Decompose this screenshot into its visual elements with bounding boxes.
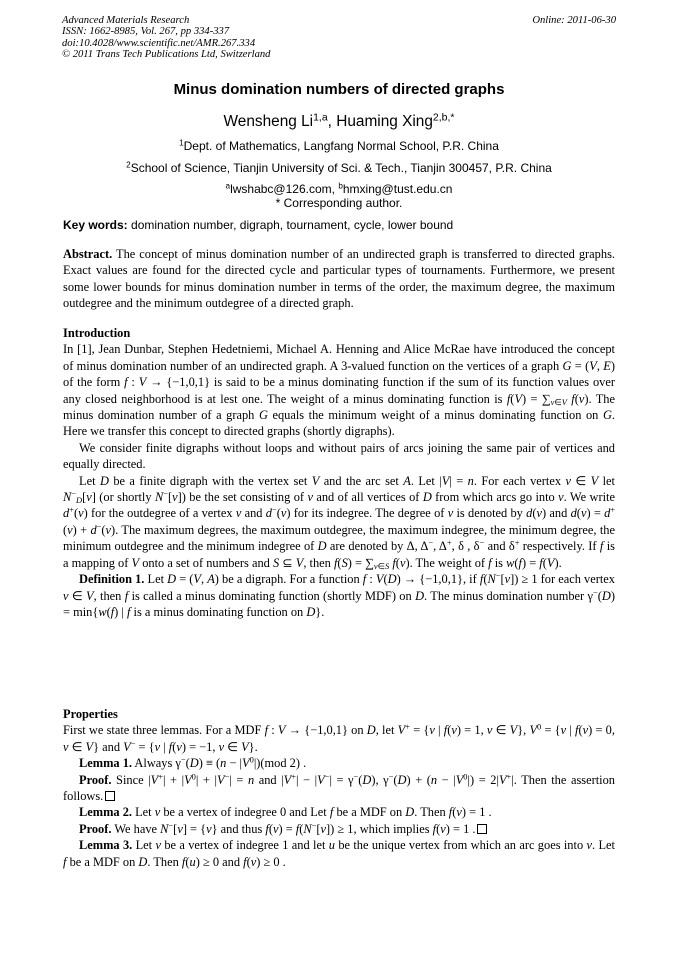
definition-label: Definition 1.	[79, 572, 145, 587]
text-run: onto a set of numbers and	[142, 555, 270, 570]
math-symbol: v	[176, 739, 182, 754]
text-run: and the arc set	[323, 473, 399, 488]
math-symbol: d	[570, 506, 577, 521]
text-run: , then	[93, 588, 122, 603]
math-symbol: v	[272, 821, 279, 836]
math-symbol: v	[456, 805, 462, 820]
math-symbol: f	[362, 572, 367, 587]
text-run: be the unique vertex from which an arc goes into	[338, 838, 584, 853]
math-symbol: v	[451, 723, 457, 738]
math-symbol: −	[180, 754, 186, 765]
math-symbol: v∈V	[550, 396, 567, 407]
text-run: be a MDF on	[69, 854, 136, 869]
math-symbol: 0	[463, 771, 468, 781]
text-run: and	[549, 506, 568, 521]
math-symbol: G	[602, 408, 612, 423]
math-symbol: f	[124, 588, 129, 603]
math-symbol: D	[366, 723, 376, 738]
math-symbol: f	[329, 805, 334, 820]
math-symbol: f	[539, 555, 543, 570]
math-symbol: n	[430, 772, 438, 787]
text-run: be a MDF on	[336, 805, 403, 820]
math-symbol: N	[487, 572, 496, 587]
math-symbol: u	[189, 854, 196, 869]
math-symbol: v	[86, 490, 92, 505]
math-symbol: V	[589, 358, 597, 373]
affiliation-text: Dept. of Mathematics, Langfang Normal School, P.R. China	[183, 139, 499, 153]
math-symbol: +	[69, 504, 74, 515]
math-symbol: v	[558, 490, 564, 505]
affiliation-1	[0, 139, 678, 153]
math-symbol: D	[76, 495, 83, 506]
math-symbol: n	[247, 772, 255, 787]
math-symbol: 0	[537, 721, 542, 732]
text-run: from which arcs go into	[435, 490, 555, 505]
text-run: is denoted by	[456, 506, 523, 521]
text-run: . The weight of	[409, 555, 486, 570]
math-symbol: D	[422, 490, 432, 505]
math-symbol: N	[303, 821, 312, 836]
math-symbol: V	[295, 555, 304, 570]
math-symbol: −	[168, 820, 174, 831]
text-run: . The minus domination number of a graph	[63, 391, 615, 423]
math-symbol: V	[86, 588, 94, 603]
math-symbol: −	[428, 537, 434, 548]
math-symbol: n	[220, 756, 227, 771]
math-symbol: v	[280, 506, 287, 521]
text-run: for its indegree. The degree of	[293, 506, 445, 521]
text-run: Let	[147, 572, 165, 587]
journal-header	[62, 15, 270, 61]
math-symbol: V	[317, 772, 325, 787]
math-symbol: f	[392, 555, 396, 570]
math-symbol: G	[562, 358, 572, 373]
math-symbol: V	[311, 473, 320, 488]
text-run: . Let	[592, 838, 615, 853]
math-symbol: V	[184, 772, 192, 787]
text-run: . Then	[414, 805, 446, 820]
math-symbol: v	[578, 391, 585, 406]
math-symbol: v	[429, 723, 435, 738]
math-symbol: f	[506, 391, 511, 406]
math-symbol: +	[158, 771, 163, 781]
text-run: First we state three lemmas. For a MDF	[63, 723, 262, 738]
math-symbol: E	[603, 358, 611, 373]
math-symbol: −	[388, 771, 394, 781]
text-run: . Here we transfer this concept to directed graphs (shortly digraphs).	[63, 408, 616, 439]
paper-title: Minus domination numbers of directed graphs	[173, 81, 505, 98]
math-symbol: f	[488, 555, 492, 570]
keywords-text: domination number, digraph, tournament, cycle, lower bound	[131, 218, 454, 232]
math-symbol: V	[131, 555, 140, 570]
math-symbol: v	[586, 838, 593, 853]
math-symbol: f	[295, 821, 300, 836]
text-run: be a vertex of indegree 0 and Let	[163, 805, 327, 820]
properties-section	[63, 706, 615, 870]
proof: Proof. We have N−[v] = {v} and thus f(v) = f(N−[v]) ≥ 1, which implies f(v) = 1 .	[63, 821, 615, 837]
author-name: Huaming Xing	[336, 113, 433, 130]
text-run: Let	[79, 473, 96, 488]
qed-box-icon	[105, 791, 115, 801]
introduction-section	[63, 325, 615, 620]
math-symbol: S	[341, 555, 348, 570]
text-run: on	[351, 723, 364, 738]
proof-label: Proof.	[79, 821, 112, 836]
text-run: . Then the assertion follows.	[63, 772, 615, 804]
lemma: Lemma 1. Always $\gamma^-(D) \equiv (n - |V^0|)(mod$ 2) .	[79, 754, 307, 771]
math-symbol: V	[529, 723, 538, 738]
copyright-line: © 2011 Trans Tech Publications Ltd, Switzerland	[62, 49, 271, 61]
math-symbol: −	[163, 488, 168, 499]
math-symbol: V	[242, 756, 250, 771]
text-run: is a minus dominating function on	[133, 604, 304, 619]
math-symbol: f	[63, 854, 67, 869]
doi-line: doi:10.4028/www.scientific.net/AMR.267.334	[62, 37, 256, 49]
math-symbol: f	[264, 723, 269, 738]
math-symbol: V	[546, 555, 555, 570]
math-symbol: V	[241, 739, 249, 754]
abstract-label: Abstract.	[63, 247, 113, 261]
text-run: . For each vertex	[473, 473, 562, 488]
math-symbol: A	[207, 572, 215, 587]
section-heading: Introduction	[63, 326, 131, 340]
math-symbol: v	[63, 588, 69, 603]
math-symbol: v	[105, 522, 112, 537]
math-symbol: D	[99, 473, 109, 488]
math-symbol: f	[432, 821, 437, 836]
math-symbol: V	[193, 572, 201, 587]
math-symbol: v	[582, 723, 589, 738]
math-symbol: v	[320, 821, 327, 836]
lemma-label: Lemma 2.	[79, 805, 132, 820]
math-symbol: D	[415, 588, 425, 603]
keywords-label: Key words:	[63, 218, 128, 232]
abstract-text: The concept of minus domination number of an undirected graph is transferred to directed graphs. Exact values are found for the directed cycle and particular types of tournaments. Furthermore, we present some lower bounds for minus domination number in terms of the order, the maximum degree, the maximum outdegree and the minimum outdegree of a directed graph.	[63, 247, 615, 311]
math-symbol: −	[353, 771, 359, 781]
math-symbol: N	[154, 490, 164, 505]
math-symbol: f	[181, 854, 186, 869]
text-run: ) be the set consisting of	[181, 490, 305, 505]
math-symbol: f	[479, 572, 484, 587]
math-symbol: v	[154, 805, 161, 820]
math-symbol: v	[172, 490, 178, 505]
math-symbol: v	[206, 821, 212, 836]
math-symbol: +	[610, 504, 616, 515]
text-run: are denoted by	[329, 539, 404, 554]
math-symbol: f	[333, 555, 338, 570]
text-run: and of all vertices of	[316, 490, 420, 505]
math-symbol: f	[518, 555, 522, 570]
proof-label: Proof.	[79, 772, 112, 787]
math-symbol: f	[110, 604, 115, 619]
math-symbol: V	[85, 739, 94, 754]
lemma-label: Lemma 1.	[79, 756, 132, 771]
math-symbol: v	[447, 506, 454, 521]
text-run: Let	[135, 805, 152, 820]
paragraph: In [1], Jean Dunbar, Stephen Hedetniemi, Michael A. Henning and Alice McRae have introduced the concept of minus domination number of an undirected graph. A 3-valued function on the vertices of a graph G = (V, E) of the form f : V → {−1,0,1} is said to be a minus dominating function if the sum of its function values over any closed neighborhood is at lest one. The weight of a minus dominating function is $f(V) = \sum_{v\in V}$ f(v). The minus domination number of a graph G equals the minimum weight of a minus dominating function on G. Here we transfer this concept to directed graphs (shortly digraphs).	[63, 342, 616, 439]
math-symbol: v	[67, 522, 73, 537]
online-date: Online: 2011-06-30	[532, 15, 616, 26]
text-run: let	[602, 473, 615, 488]
math-symbol: f	[265, 821, 269, 836]
paragraph: Let D be a finite digraph with the vertex set V and the arc set A. Let |V| = n. For each vertex v ∈ V let $N^-_D[v]$ (or shortly N−[v]) be the set consisting of v and of all vertices of D from which arcs go into v. We write d+(v) for the outdegree of a vertex v and d−(v) for its indegree. The degree of v is denoted by d(v) and d(v) = d+(v) + d−(v). The maximum degrees, the maximum outdegree, the maximum indegree, the minimum degree, the minimum outdegree and the minimum indegree of D are denoted by Δ, Δ−, Δ+, δ , δ− and δ+ respectively. If f is a mapping of V onto a set of numbers and S ⊆ V, then $f(S) = \sum_{v\in S}$ f(v). The weight of f is w(f) = f(V).	[63, 473, 616, 571]
math-symbol: −	[130, 738, 136, 749]
math-symbol: V	[509, 723, 518, 738]
math-symbol: G	[258, 408, 268, 423]
math-symbol: A	[403, 473, 411, 488]
math-symbol: D	[405, 805, 415, 820]
math-symbol: v	[155, 838, 161, 853]
text-run: is	[494, 555, 503, 570]
math-symbol: −	[271, 504, 277, 515]
text-run: be a digraph. For a function	[222, 572, 360, 587]
math-symbol: D	[306, 604, 316, 619]
text-run: equals the minimum weight of a minus dominating function on	[272, 408, 599, 423]
abstract	[63, 246, 615, 312]
math-symbol: d	[90, 522, 97, 537]
math-symbol: D	[167, 572, 177, 587]
proof: Proof. Since $|V^+| + |V^0| + |V^-| = n$ and |V+| − |V−| = γ−(D), $\gamma^-(D) + (n - |V^0|) = 2|V^+|$. Then the assertion follows.	[63, 771, 615, 804]
math-symbol: f	[448, 805, 453, 820]
paragraph: We consider finite digraphs without loops and without pairs of arcs joining the same pair of vertices and equally directed.	[63, 440, 615, 472]
author-sup: 1,a	[313, 112, 328, 124]
math-symbol: v	[218, 739, 225, 754]
text-run: and	[222, 854, 241, 869]
math-symbol: 0	[249, 754, 254, 765]
math-symbol: V	[514, 391, 523, 406]
text-run: and	[487, 539, 506, 554]
math-symbol: f	[168, 739, 173, 754]
math-symbol: v	[250, 854, 257, 869]
math-symbol: +	[405, 721, 410, 732]
math-symbol: d	[604, 506, 611, 521]
text-run: , if	[462, 572, 477, 587]
math-symbol: V	[283, 772, 292, 787]
email-line	[0, 182, 678, 196]
text-run: Always	[134, 756, 173, 771]
math-symbol: f	[575, 723, 579, 738]
math-symbol: V	[216, 772, 225, 787]
text-run: is called a minus dominating function (shortly MDF) on	[131, 588, 412, 603]
math-symbol: −	[311, 820, 317, 831]
email-text: hmxing@tust.edu.cn	[342, 182, 453, 196]
text-run: for each vertex	[540, 572, 615, 587]
math-symbol: V	[138, 375, 147, 390]
math-symbol: v	[565, 473, 571, 488]
math-symbol: +	[291, 771, 296, 781]
math-symbol: +	[506, 771, 512, 781]
math-symbol: f	[599, 539, 604, 554]
math-symbol: D	[387, 572, 397, 587]
math-symbol: f	[243, 854, 247, 869]
text-run: is said to be a minus dominating function if the sum of its function values over any closed neighborhood is at lest one. The weight of a minus dominating function is	[63, 375, 615, 406]
math-symbol: V	[150, 772, 159, 787]
text-run: , let	[375, 723, 395, 738]
text-run: We have	[114, 821, 158, 836]
text-run: Since	[116, 772, 144, 787]
math-symbol: +	[514, 537, 520, 548]
math-symbol: −	[224, 771, 230, 781]
keywords	[63, 218, 453, 232]
text-run: . We write	[563, 490, 615, 505]
lemma: Lemma 2. Let v be a vertex of indegree 0 and Let f be a MDF on D. Then f(v) = 1 .	[79, 805, 492, 820]
math-symbol: f	[124, 375, 128, 390]
math-symbol: v∈S	[373, 560, 390, 571]
text-run: respectively. If	[522, 539, 597, 554]
math-symbol: d	[265, 506, 272, 521]
math-symbol: v	[63, 739, 69, 754]
author-line: Wensheng Li$^{1,a}$, Huaming Xing$^{2,b,*}$	[223, 112, 455, 130]
text-run: and	[258, 772, 277, 787]
math-symbol: f	[443, 723, 448, 738]
math-symbol: V	[590, 473, 599, 488]
text-run: (or shortly	[99, 490, 152, 505]
email-sup: b	[338, 181, 343, 191]
author-name: Wensheng Li	[223, 113, 314, 130]
math-symbol: V	[561, 396, 567, 407]
math-symbol: v	[399, 555, 406, 570]
definition: Definition 1. Let D = (V, A) be a digraph. For a function f : V(D) → {−1,0,1}, if f(N−[v]) ≥ 1 for each vertex v ∈ V, then f is called a minus dominating function (shortly MDF) on D. The minus domination number γ−(D) = min{w(f) | f is a minus dominating function on D}.	[63, 570, 615, 619]
math-symbol: v	[177, 821, 183, 836]
affiliation-text: School of Science, Tianjin University of Sci. & Tech., Tianjin 300457, P.R. China	[130, 161, 552, 175]
math-symbol	[76, 495, 82, 505]
math-symbol: −	[324, 771, 330, 781]
text-run: . The maximum degrees, the maximum outdegree, the maximum indegree, the minimum degree, the minimum outdegree and the minimum indegree of	[63, 522, 615, 554]
text-run: and	[102, 739, 121, 754]
paragraph: First we state three lemmas. For a MDF f : V → {−1,0,1} on D, let V+ = {v | f(v) = 1, v ∈ V}, $V^0 = \{v$ | f(v) = 0, v ∈ V} and V− = {v | f(v) = −1, v ∈ V}.	[63, 721, 615, 754]
text-run: , then	[303, 555, 331, 570]
math-symbol: v	[580, 506, 587, 521]
math-symbol: w	[506, 555, 515, 570]
issn-line: ISSN: 1662-8985, Vol. 267, pp 334-337	[62, 26, 230, 38]
math-symbol: v	[550, 396, 555, 407]
math-symbol: V	[498, 772, 507, 787]
text-run: , which implies	[353, 821, 430, 836]
lemma: Lemma 3. Let v be a vertex of indegree 1 and let u be the unique vertex from which an arc goes into v. Let f be a MDF on D. Then f(u) ≥ 0 and f(v) ≥ 0 .	[63, 838, 615, 869]
text-run: . Then	[147, 854, 179, 869]
math-symbol: v	[560, 723, 567, 738]
math-symbol: d	[526, 506, 533, 521]
math-symbol: D	[601, 588, 611, 603]
journal-name: Advanced Materials Research	[62, 15, 190, 26]
math-symbol: −	[71, 488, 77, 499]
math-symbol: v	[440, 821, 446, 836]
math-symbol: D	[362, 772, 372, 787]
text-run: for the outdegree of a vertex	[91, 506, 233, 521]
text-run: be a finite digraph with the vertex set	[113, 473, 308, 488]
math-symbol: u	[328, 838, 335, 853]
math-symbol: v	[235, 506, 242, 521]
math-symbol: 0	[191, 771, 196, 781]
math-symbol: v	[536, 506, 543, 521]
math-symbol: v	[504, 572, 511, 587]
math-symbol: +	[446, 537, 452, 548]
text-run: . Let	[410, 473, 435, 488]
text-run: and thus	[220, 821, 263, 836]
aff-sup: 1	[179, 138, 184, 148]
math-symbol: D	[317, 539, 327, 554]
text-run: is a mapping of	[63, 539, 615, 570]
math-symbol: v	[486, 723, 493, 738]
qed-box-icon	[477, 824, 487, 834]
math-symbol: V	[441, 473, 450, 488]
text-run: Let	[135, 838, 153, 853]
math-symbol: V	[123, 739, 131, 754]
math-symbol: d	[63, 506, 70, 521]
email-sup: a	[225, 181, 231, 191]
math-symbol: V	[375, 572, 384, 587]
email-text: lwshabc@126.com,	[230, 182, 335, 196]
section-heading: Properties	[63, 707, 118, 721]
affiliation-2	[0, 161, 678, 175]
text-run: . The minus domination number	[424, 588, 585, 603]
math-symbol: V	[397, 723, 406, 738]
math-symbol: D	[189, 756, 199, 771]
math-symbol: −	[593, 586, 598, 597]
math-symbol: v	[373, 560, 378, 571]
math-symbol: v	[307, 490, 313, 505]
aff-sup: 2	[126, 160, 131, 170]
lemma-label: Lemma 3.	[79, 838, 133, 853]
corresponding-author: * Corresponding author.	[275, 196, 403, 210]
math-symbol: V	[277, 723, 286, 738]
text-run: In [1], Jean Dunbar, Stephen Hedetniemi, Michael A. Henning and Alice McRae have introduced the concept of minus domination number of an undirected graph. A 3-valued function on the vertices of a graph	[63, 342, 615, 373]
math-symbol: v	[78, 506, 84, 521]
math-symbol: V	[455, 772, 464, 787]
math-symbol: −	[479, 537, 485, 548]
math-symbol: w	[98, 604, 107, 619]
math-symbol: S	[272, 555, 280, 570]
math-symbol: v	[154, 739, 161, 754]
math-symbol: N	[63, 490, 72, 505]
math-symbol: f	[126, 604, 131, 619]
math-symbol: S	[385, 560, 390, 571]
text-run: be a vertex of indegree 1 and let	[164, 838, 326, 853]
math-symbol: −	[495, 570, 501, 581]
text-run: and	[244, 506, 263, 521]
math-symbol: f	[571, 391, 575, 406]
math-symbol: D	[397, 772, 407, 787]
text-run: of the form	[63, 375, 121, 390]
math-symbol: −	[96, 521, 102, 532]
math-symbol: D	[138, 854, 148, 869]
math-symbol: n	[467, 473, 474, 488]
author-sup: 2,b,*	[432, 112, 455, 124]
math-symbol: N	[160, 821, 169, 836]
